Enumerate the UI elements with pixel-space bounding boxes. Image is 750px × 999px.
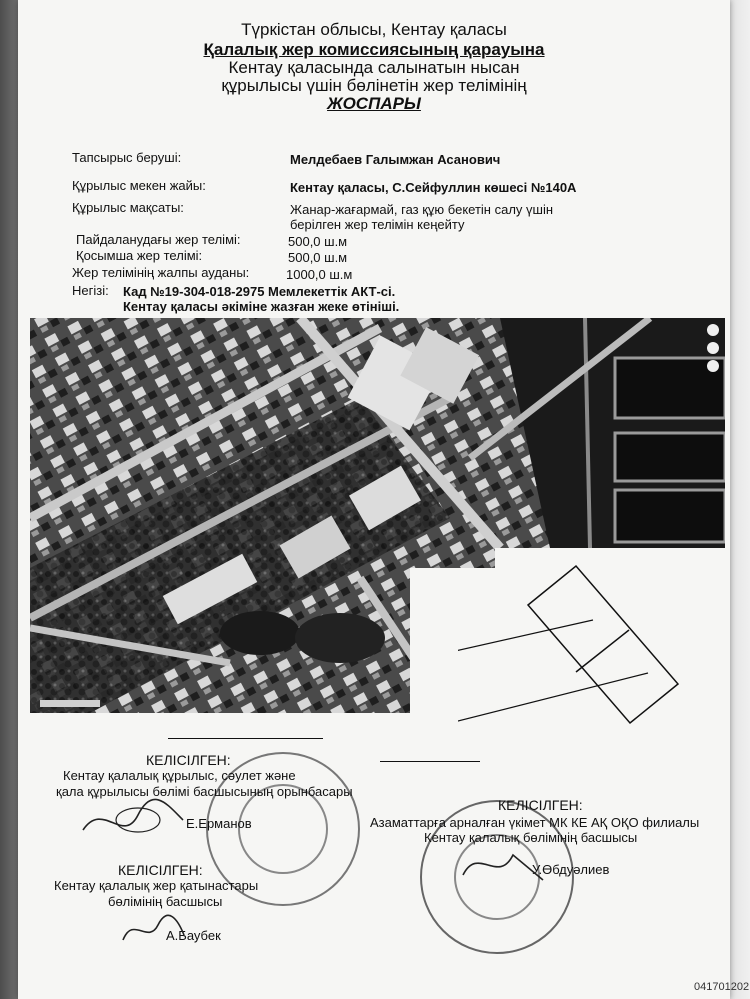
- approval-1-name: Е.Ерманов: [186, 816, 252, 831]
- total-area-label: Жер телімінің жалпы ауданы:: [72, 265, 250, 280]
- signature-1: [78, 790, 188, 850]
- signature-3: [118, 910, 188, 950]
- header-commission: Қалалық жер комиссиясының қарауына: [203, 40, 545, 59]
- total-area-value: 1000,0 ш.м: [286, 267, 353, 282]
- approval-2-line2: Кентау қалалық бөлімінің басшысы: [424, 830, 638, 845]
- address-label: Құрылыс мекен жайы:: [72, 178, 206, 193]
- approval-3-title: КЕЛІСІЛГЕН:: [118, 862, 203, 878]
- address-value: Кентау қаласы, С.Сейфуллин көшесі №140А: [290, 180, 577, 195]
- customer-label: Тапсырыс беруші:: [72, 150, 182, 165]
- document-title: ЖОСПАРЫ: [327, 94, 421, 113]
- basis-value-1: Кад №19-304-018-2975 Мемлекеттік АКТ-сі.: [123, 284, 396, 299]
- approval-2-name: У.Өбдуәлиев: [532, 862, 610, 877]
- callout-added-underline: [380, 761, 480, 762]
- customer-value: Мелдебаев Галымжан Асанович: [290, 152, 501, 167]
- plot-diagram: [458, 560, 718, 740]
- callout-used-line: [458, 620, 593, 720]
- approval-2-line1: Азаматтарға арналған үкімет МК КЕ АҚ ОҚО филиалы: [370, 815, 700, 830]
- document-sheet: [18, 0, 750, 999]
- used-plot-value: 500,0 ш.м: [288, 234, 348, 249]
- purpose-value-2: берілген жер телімін кеңейту: [290, 217, 465, 232]
- header-plot-allocation: құрылысы үшін бөлінетін жер телімінің: [221, 76, 527, 95]
- callout-used-underline: [168, 738, 323, 739]
- approval-1-title: КЕЛІСІЛГЕН:: [146, 752, 231, 768]
- approval-3-line2: бөлімінің басшысы: [108, 894, 223, 909]
- footer-code: 041701202: [694, 981, 750, 993]
- added-plot-value: 500,0 ш.м: [288, 250, 348, 265]
- basis-value-2: Кентау қаласы әкіміне жазған жеке өтініші.: [123, 299, 400, 314]
- plot-divider: [576, 630, 629, 672]
- callout-added-line: [458, 673, 648, 740]
- used-plot-label: Пайдаланудағы жер телімі:: [76, 232, 241, 247]
- approval-2-title: КЕЛІСІЛГЕН:: [498, 797, 583, 813]
- added-plot-label: Қосымша жер телімі:: [76, 248, 203, 263]
- approval-3-line1: Кентау қалалық жер қатынастары: [54, 878, 259, 893]
- header-region: Түркістан облысы, Кентау қаласы: [241, 20, 507, 39]
- signature-2: [458, 840, 548, 890]
- approval-1-line2: қала құрылысы бөлімі басшысының орынбасары: [56, 784, 353, 799]
- approval-1-line1: Кентау қалалық құрылыс, сәулет және: [63, 768, 296, 783]
- purpose-label: Құрылыс мақсаты:: [72, 200, 184, 215]
- purpose-value-1: Жанар-жағармай, газ құю бекетін салу үшін: [290, 202, 554, 217]
- approval-3-name: А.Баубек: [166, 928, 221, 943]
- header-city-object: Кентау қаласында салынатын нысан: [228, 58, 520, 77]
- basis-label: Негізі:: [72, 283, 109, 298]
